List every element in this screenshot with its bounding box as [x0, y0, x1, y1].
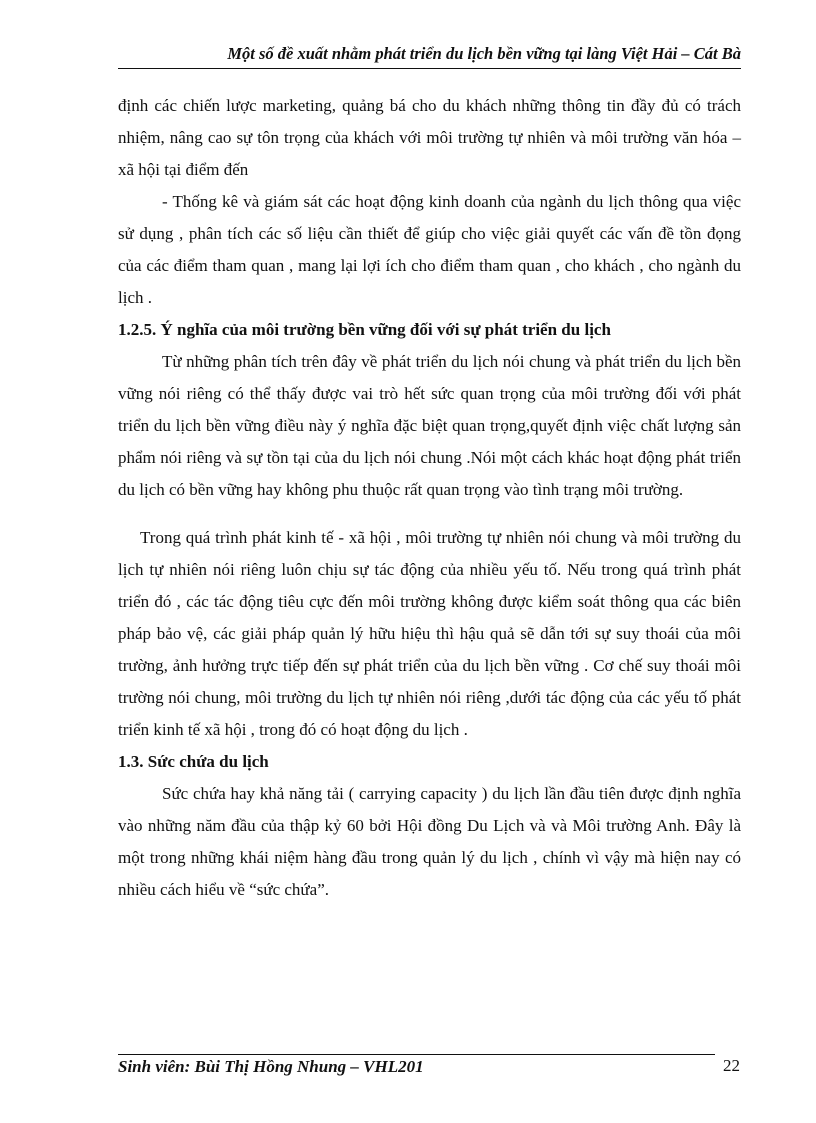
- footer-author: Sinh viên: Bùi Thị Hồng Nhung – VHL201: [118, 1057, 424, 1076]
- paragraph-statistics: - Thống kê và giám sát các hoạt động kinh doanh của ngành du lịch thông qua việc sử dụng , phân tích các số liệu cần thiết để giúp cho việc giải quyết các vấn đề tồn đọng của các điểm tham quan , mang lại lợi ích cho điểm tham quan , cho khách , cho ngành du lịch .: [118, 192, 741, 307]
- footer-divider: [118, 1054, 715, 1055]
- page-number: 22: [723, 1056, 740, 1075]
- page-header-title: Một số đề xuất nhằm phát triển du lịch bền vững tại làng Việt Hải – Cát Bà: [227, 44, 741, 63]
- header-divider: [118, 68, 741, 69]
- paragraph-socioeconomic: Trong quá trình phát kinh tế - xã hội , môi trường tự nhiên nói chung và môi trường du lịch tự nhiên nói riêng luôn chịu sự tác động của nhiều yếu tố. Nếu trong quá trình phát triển đó , các tác động tiêu cực đến môi trường không được kiểm soát thông qua các biên pháp bảo vệ, các giải pháp quản lý hữu hiệu thì hậu quả sẽ dẫn tới sự suy thoái của môi trường, ảnh hưởng trực tiếp đến sự phát triển của du lịch bền vững . Cơ chế suy thoái môi trường nói chung, môi trường du lịch tự nhiên nói riêng ,dưới tác động của các yếu tố phát triển kinh tế xã hội , trong đó có hoạt động du lịch .: [118, 528, 741, 739]
- section-heading-1-3: 1.3. Sức chứa du lịch: [118, 752, 269, 771]
- document-body: [118, 90, 741, 906]
- paragraph-environment-role: Từ những phân tích trên đây về phát triển du lịch nói chung và phát triển du lịch bền vững nói riêng có thể thấy được vai trò hết sức quan trọng của môi trường đối với phát triển du lịch bền vững điều này ý nghĩa đặc biệt quan trọng,quyết định việc chất lượng sản phẩm nói riêng và sự tồn tại của du lịch nói chung .Nói một cách khác hoạt động phát triển du lịch có bền vững hay không phu thuộc rất quan trọng vào tình trạng môi trường.: [118, 352, 741, 499]
- paragraph-carrying-capacity: Sức chứa hay khả năng tải ( carrying capacity ) du lịch lần đầu tiên được định nghĩa vào những năm đầu của thập kỷ 60 bởi Hội đồng Du Lịch và và Môi trường Anh. Đây là một trong những khái niệm hàng đầu trong quản lý du lịch , chính vì vậy mà hiện nay có nhiều cách hiểu về “sức chứa”.: [118, 784, 741, 899]
- paragraph-gap: [118, 506, 741, 522]
- section-heading-1-2-5: 1.2.5. Ý nghĩa của môi trường bền vững đối với sự phát triển du lịch: [118, 320, 611, 339]
- paragraph-marketing: định các chiến lược marketing, quảng bá cho du khách những thông tin đầy đủ có trách nhiệm, nâng cao sự tôn trọng của khách với môi trường tự nhiên và môi trường văn hóa – xã hội tại điểm đến: [118, 96, 741, 179]
